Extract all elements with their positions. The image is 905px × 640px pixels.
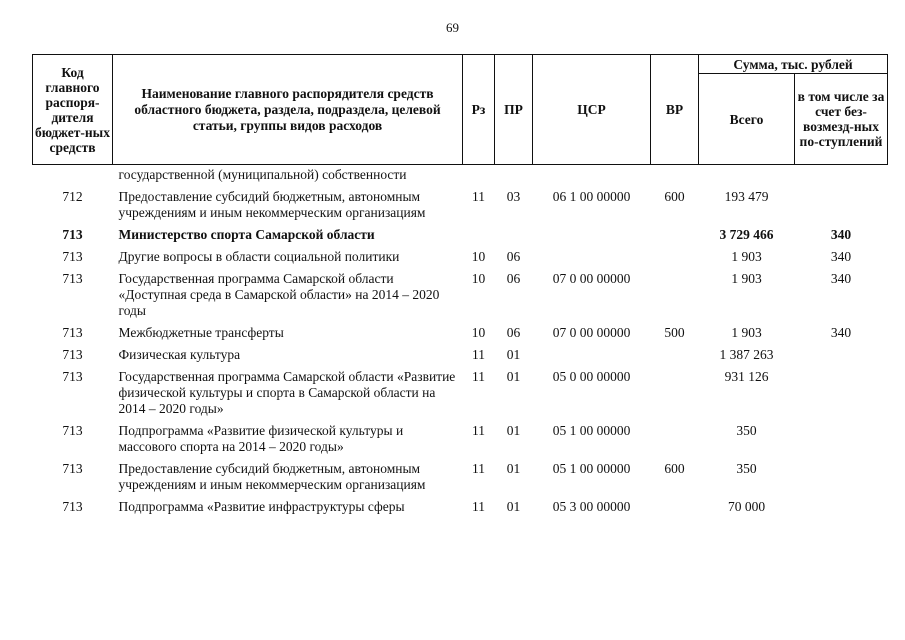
cell-total: 1 903 xyxy=(731,249,762,264)
cell-rz: 10 xyxy=(471,325,486,340)
cell-code: 713 xyxy=(62,271,83,286)
cell-rz: 10 xyxy=(471,271,486,286)
header-vr: ВР xyxy=(651,55,699,165)
cell-code: 713 xyxy=(62,369,83,384)
cell-name: Государственная программа Самарской области «Развитие физической культуры и спорта в Самарской области на 2014 – 2020 годы» xyxy=(118,369,456,416)
cell-free xyxy=(795,497,888,519)
cell-name: Подпрограмма «Развитие инфраструктуры сферы xyxy=(118,499,405,514)
cell-rz xyxy=(463,225,495,247)
cell-code: 713 xyxy=(62,227,83,242)
cell-total: 1 903 xyxy=(731,325,762,340)
cell-code: 713 xyxy=(62,499,83,514)
cell-name: Государственная программа Самарской области «Доступная среда в Самарской области» на 2014 – 2020 годы xyxy=(118,271,440,318)
table-row xyxy=(33,421,888,459)
cell-total: 70 000 xyxy=(727,499,766,514)
cell-code: 713 xyxy=(62,347,83,362)
cell-vr xyxy=(651,421,699,459)
cell-total: 1 903 xyxy=(731,271,762,286)
continuation-text: государственной (муниципальной) собственности xyxy=(118,167,407,182)
page-number: 69 xyxy=(446,20,459,35)
cell-csr xyxy=(533,247,651,269)
cell-code: 713 xyxy=(62,325,83,340)
table-header xyxy=(33,55,888,165)
cell-vr xyxy=(651,225,699,247)
cell-free: 340 xyxy=(830,227,852,242)
cell-name: Предоставление субсидий бюджетным, автономным учреждениям и иным некоммерческим организациям xyxy=(118,461,426,492)
cell-pr: 06 xyxy=(506,249,521,264)
cell-code: 712 xyxy=(62,189,83,204)
cell-name: Физическая культура xyxy=(118,347,241,362)
cell-vr xyxy=(651,497,699,519)
cell-free xyxy=(795,187,888,225)
cell-name: Межбюджетные трансферты xyxy=(118,325,284,340)
cell-pr xyxy=(495,225,533,247)
cell-rz: 11 xyxy=(472,369,485,384)
cell-rz: 11 xyxy=(472,461,485,476)
header-pr: ПР xyxy=(495,55,533,165)
cell-pr: 06 xyxy=(506,325,521,340)
cell-free: 340 xyxy=(830,249,852,264)
cell-name: Другие вопросы в области социальной политики xyxy=(118,249,400,264)
cell-total: 931 126 xyxy=(724,369,769,384)
cell-csr: 07 0 00 00000 xyxy=(552,271,631,286)
header-code: Код главного распоря-дителя бюджет-ных средств xyxy=(33,55,113,165)
cell-total: 3 729 466 xyxy=(719,227,774,242)
cell-name: Предоставление субсидий бюджетным, автономным учреждениям и иным некоммерческим организациям xyxy=(118,189,426,220)
cell-csr: 07 0 00 00000 xyxy=(552,325,631,340)
cell-free xyxy=(795,459,888,497)
table-row xyxy=(33,225,888,247)
header-total: Всего xyxy=(699,74,795,165)
cell-pr: 01 xyxy=(506,347,521,362)
cell-total: 1 387 263 xyxy=(719,347,774,362)
cell-total: 350 xyxy=(736,423,757,438)
header-free: в том числе за счет без-возмезд-ных по-ступлений xyxy=(795,74,888,165)
continuation-row xyxy=(33,165,888,188)
cell-pr: 01 xyxy=(506,369,521,384)
cell-free xyxy=(795,345,888,367)
table-row xyxy=(33,367,888,421)
cell-free: 340 xyxy=(830,325,852,340)
cell-total: 350 xyxy=(736,461,757,476)
header-csr: ЦСР xyxy=(533,55,651,165)
cell-rz: 11 xyxy=(472,347,485,362)
cell-code: 713 xyxy=(62,423,83,438)
cell-vr: 500 xyxy=(664,325,685,340)
table-row xyxy=(33,269,888,323)
cell-csr: 05 3 00 00000 xyxy=(552,499,631,514)
cell-pr: 06 xyxy=(506,271,521,286)
cell-csr: 05 0 00 00000 xyxy=(552,369,631,384)
table-row xyxy=(33,187,888,225)
cell-rz: 10 xyxy=(471,249,486,264)
cell-csr xyxy=(533,345,651,367)
cell-pr: 01 xyxy=(506,499,521,514)
cell-total: 193 479 xyxy=(724,189,769,204)
header-sum-group: Сумма, тыс. рублей xyxy=(699,55,888,74)
table-row xyxy=(33,497,888,519)
cell-vr: 600 xyxy=(664,461,685,476)
cell-free xyxy=(795,421,888,459)
cell-vr xyxy=(651,269,699,323)
cell-csr xyxy=(533,225,651,247)
table-row xyxy=(33,459,888,497)
cell-code: 713 xyxy=(62,461,83,476)
cell-vr xyxy=(651,345,699,367)
cell-vr xyxy=(651,247,699,269)
cell-csr: 06 1 00 00000 xyxy=(552,189,631,204)
cell-rz: 11 xyxy=(472,423,485,438)
budget-table xyxy=(32,54,888,519)
cell-vr xyxy=(651,367,699,421)
cell-rz: 11 xyxy=(472,499,485,514)
cell-free xyxy=(795,367,888,421)
cell-pr: 01 xyxy=(506,461,521,476)
table-row xyxy=(33,323,888,345)
header-rz: Рз xyxy=(463,55,495,165)
cell-name: Министерство спорта Самарской области xyxy=(118,227,375,242)
cell-vr: 600 xyxy=(664,189,685,204)
cell-csr: 05 1 00 00000 xyxy=(552,423,631,438)
cell-rz: 11 xyxy=(472,189,485,204)
cell-pr: 01 xyxy=(506,423,521,438)
cell-code: 713 xyxy=(62,249,83,264)
cell-csr: 05 1 00 00000 xyxy=(552,461,631,476)
cell-free: 340 xyxy=(830,271,852,286)
table-body xyxy=(33,165,888,520)
cell-pr: 03 xyxy=(506,189,521,204)
table-row xyxy=(33,247,888,269)
header-name: Наименование главного распорядителя средств областного бюджета, раздела, подраздела, целевой статьи, группы видов расходов xyxy=(113,55,463,165)
cell-name: Подпрограмма «Развитие физической культуры и массового спорта на 2014 – 2020 годы» xyxy=(118,423,404,454)
table-row xyxy=(33,345,888,367)
